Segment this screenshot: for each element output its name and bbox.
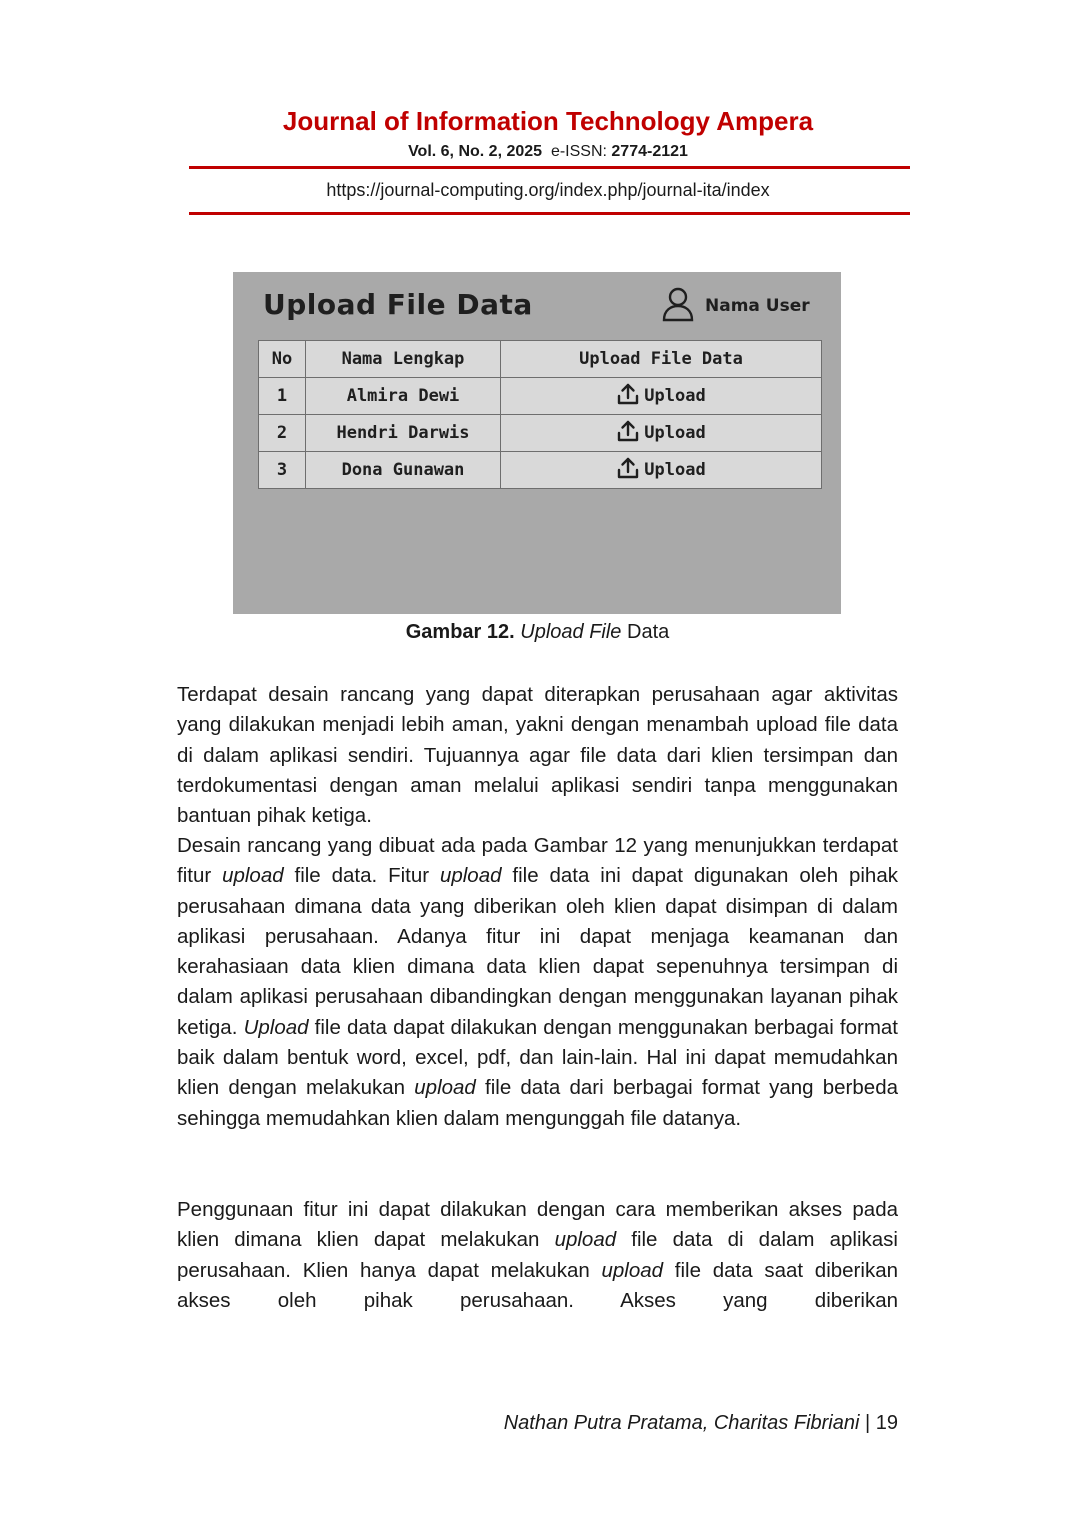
issn-number: 2774-2121 [611, 143, 688, 160]
header-upload-file-data: Upload File Data [501, 341, 822, 378]
upload-label: Upload [644, 386, 706, 406]
p2-text-b: file data. Fitur [283, 864, 440, 888]
user-icon [661, 286, 695, 327]
figure-upload-mockup [233, 272, 841, 614]
table-row [259, 415, 822, 452]
p3-text-a: Penggunaan fitur ini dapat dilakukan dengan cara memberikan akses pada klien dimana klien dapat melakukan [177, 1198, 898, 1252]
p3-italic-1: upload [554, 1228, 617, 1252]
upload-label: Upload [644, 423, 706, 443]
p3-text-c: file data saat diberikan akses oleh pihak perusahaan. Akses yang diberikan [177, 1258, 898, 1312]
caption-italic: Upload File [520, 621, 622, 643]
p3-italic-2: upload [601, 1258, 664, 1282]
row-no: 1 [259, 378, 306, 415]
p2-text-a: Desain rancang yang dibuat ada pada Gambar 12 yang menunjukkan terdapat fitur [177, 834, 898, 888]
p2-italic-2: upload [439, 864, 502, 888]
table-header-row [259, 341, 822, 378]
row-upload-cell [501, 415, 822, 452]
upload-label: Upload [644, 460, 706, 480]
figure-caption [0, 621, 1075, 644]
row-no: 3 [259, 452, 306, 489]
row-name: Hendri Darwis [306, 415, 501, 452]
p2-italic-4: upload [414, 1076, 476, 1100]
table-row [259, 452, 822, 489]
footer-authors: Nathan Putra Pratama, Charitas Fibriani [503, 1412, 860, 1434]
p2-text-e: file data dari berbagai format yang berbeda sehingga memudahkan klien dalam mengunggah file datanya. [177, 1076, 898, 1130]
upload-button[interactable] [616, 419, 705, 448]
header-rule-bottom [189, 212, 910, 215]
caption-rest: Data [627, 621, 670, 643]
row-name: Almira Dewi [306, 378, 501, 415]
mockup-user-label: Nama User [705, 296, 810, 316]
row-upload-cell [501, 378, 822, 415]
row-no: 2 [259, 415, 306, 452]
page-number: 19 [875, 1412, 898, 1434]
p2-italic-1: upload [222, 864, 284, 888]
mockup-title: Upload File Data [263, 288, 533, 321]
upload-icon [616, 456, 640, 485]
footer-separator: | [859, 1412, 876, 1434]
issn-label: e-ISSN: [550, 143, 607, 160]
upload-button[interactable] [616, 456, 705, 485]
paragraph-3 [177, 1195, 898, 1316]
journal-volume: Vol. 6, No. 2, 2025 [408, 143, 543, 160]
caption-label: Gambar 12. [405, 621, 515, 643]
journal-title: Journal of Information Technology Ampera [282, 106, 814, 136]
table-row [259, 378, 822, 415]
p2-text-c: file data ini dapat digunakan oleh pihak perusahaan dimana data yang diberikan oleh klien dapat disimpan di dalam aplikasi perusahaan. Adanya fitur ini dapat menjaga keamanan dan kerahasiaan data klien dimana data klien dapat sepenuhnya tersimpan di dalam aplikasi perusahaan dibandingkan dengan menggunakan layanan pihak ketiga. [177, 864, 898, 1039]
p2-italic-3: Upload [243, 1015, 309, 1039]
journal-volume-line [0, 143, 1075, 161]
upload-icon [616, 382, 640, 411]
mockup-user-area[interactable] [661, 288, 810, 324]
upload-button[interactable] [616, 382, 705, 411]
header-rule-top [189, 166, 910, 169]
header-nama-lengkap: Nama Lengkap [306, 341, 501, 378]
row-name: Dona Gunawan [306, 452, 501, 489]
upload-icon [616, 419, 640, 448]
header-no: No [259, 341, 306, 378]
journal-url: https://journal-computing.org/index.php/journal-ita/index [326, 180, 770, 200]
p3-text-b: file data di dalam aplikasi perusahaan. Klien hanya dapat melakukan [177, 1228, 898, 1282]
p2-text-d: file data dapat dilakukan dengan menggunakan berbagai format baik dalam bentuk word, excel, pdf, dan lain-lain. Hal ini dapat memudahkan klien dengan melakukan [177, 1015, 898, 1100]
row-upload-cell [501, 452, 822, 489]
upload-table [258, 340, 822, 489]
paragraph-1: Terdapat desain rancang yang dapat diterapkan perusahaan agar aktivitas yang dilakukan menjadi lebih aman, yakni dengan menambah upload file data di dalam aplikasi sendiri. Tujuannya agar file data dari klien tersimpan dan terdokumentasi dengan aman melalui aplikasi sendiri tanpa menggunakan bantuan pihak ketiga. [177, 683, 898, 828]
page-footer [177, 1412, 898, 1435]
paragraph-2 [177, 831, 898, 1134]
